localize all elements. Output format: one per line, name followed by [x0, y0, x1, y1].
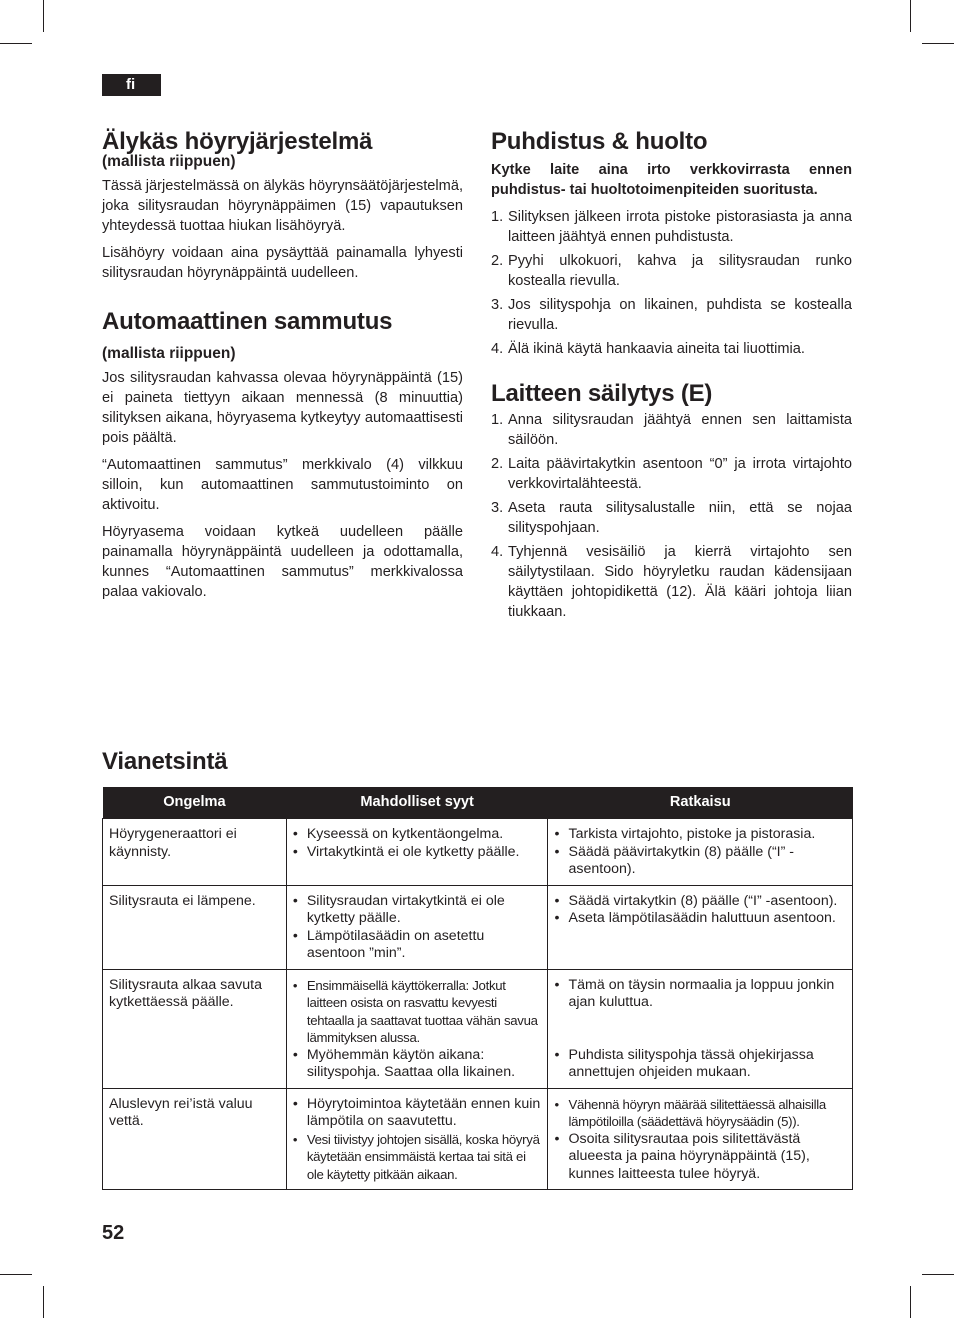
list-item: • Vähennä höyryn määrää silitettäessä alhaisilla lämpötiloilla (säädettävä höyrysäädin (5)). — [554, 1096, 826, 1129]
section-title-cleaning: Puhdistus & huolto — [491, 128, 708, 155]
list-item: • Tämä on täysin normaalia ja loppuu jonkin ajan kuluttua. — [554, 976, 835, 1010]
solutions-cell — [548, 969, 853, 1088]
language-tab: fi — [102, 74, 161, 96]
page-number: 52 — [102, 1222, 125, 1244]
table-row — [103, 819, 853, 886]
table-header-row — [103, 787, 853, 819]
list-item: 3. Aseta rauta silitysalustalle niin, että se nojaa silityspohjaan. — [491, 500, 852, 536]
list-item: 1. Anna silitysraudan jäähtyä ennen sen laittamista säilöön. — [491, 412, 852, 448]
column-header: Ongelma — [103, 787, 287, 819]
list-item: 2. Laita päävirtakytkin asentoon “0” ja irrota virtajohto verkkovirtalähteestä. — [491, 456, 852, 492]
column-header: Ratkaisu — [548, 787, 853, 819]
causes-cell — [286, 885, 548, 969]
list-item: • Silitysraudan virtakytkintä ei ole kytketty päälle. — [292, 892, 505, 926]
right-column — [491, 128, 852, 626]
problem-cell: Aluslevyn rei’istä valuu vettä. — [103, 1088, 287, 1190]
crop-mark — [922, 1274, 954, 1275]
list-item: • Tarkista virtajohto, pistoke ja pistorasia. — [554, 826, 816, 842]
column-header: Mahdolliset syyt — [286, 787, 548, 819]
crop-mark — [910, 1286, 911, 1318]
list-item: • Höyrytoimintoa käytetään ennen kuin lämpötila on saavutettu. — [292, 1095, 541, 1129]
list-item: 4. Älä ikinä käytä hankaavia aineita tai liuottimia. — [491, 341, 805, 357]
list-item: 4. Tyhjennä vesisäiliö ja kierrä virtajohto sen säilytystilaan. Sido höyryletku raudan kädensijaan käyttäen johtopidikettä (12). Älä kääri johtoja liian tiukkaan. — [491, 544, 852, 620]
solutions-cell — [548, 885, 853, 969]
crop-mark — [43, 1286, 44, 1318]
paragraph: “Automaattinen sammutus” merkkivalo (4) vilkkuu silloin, kun automaattinen sammutustoiminto on aktivoitu. — [102, 457, 463, 513]
list-item: • Myöhemmän käytön aikana: silityspohja. Saattaa olla likainen. — [292, 1046, 516, 1080]
warning-text: Kytke laite aina irto verkkovirrasta ennen puhdistus- tai huoltotoimenpiteiden suoritusta. — [491, 162, 852, 198]
section-title-smart-steam: Älykäs höyryjärjestelmä — [102, 128, 373, 155]
crop-mark — [0, 43, 32, 44]
paragraph: Lisähöyry voidaan aina pysäyttää painamalla lyhyesti silitysraudan höyrynäppäintä uudelleen. — [102, 245, 463, 281]
paragraph: Jos silitysraudan kahvassa olevaa höyrynäppäintä (15) ei paineta tiettyyn aikaan mennessä (8 minuuttia) silityksen aikana, höyryasema kytkeytyy automaattisesti pois päältä. — [102, 370, 463, 446]
storage-steps — [491, 410, 852, 622]
paragraph: Höyryasema voidaan kytkeä uudelleen päälle painamalla höyrynäppäintä uudelleen ja odottamalla, kunnes “Automaattinen sammutus” merkkivalossa palaa vakiovalo. — [102, 524, 463, 600]
causes-cell — [286, 819, 548, 886]
solutions-cell — [548, 819, 853, 886]
list-item: • Osoita silitysrautaa pois silitettävästä alueesta ja paina höyrynäppäintä (15), kunnes laitteesta tulee höyryä. — [554, 1130, 810, 1182]
list-item: • Säädä virtakytkin (8) päälle (“I” -asentoon). — [554, 892, 838, 909]
problem-cell: Höyrygeneraattori ei käynnisty. — [103, 819, 287, 886]
problem-cell: Silitysrauta alkaa savuta kytkettäessä päälle. — [103, 969, 287, 1088]
crop-mark — [43, 0, 44, 32]
list-item: 3. Jos silityspohja on likainen, puhdista se kostealla rievulla. — [491, 297, 852, 333]
list-item: • Virtakytkintä ei ole kytketty päälle. — [292, 843, 520, 860]
solutions-cell — [548, 1088, 853, 1190]
list-item: 1. Silityksen jälkeen irrota pistoke pistorasiasta ja anna laitteen jäähtyä ennen puhdistusta. — [491, 209, 852, 245]
list-item: • Ensimmäisellä käyttökerralla: Jotkut laitteen osista on rasvattu kevyesti tehtaalla ja saattavat tuottaa vähän savua lämmityksen alussa. — [292, 977, 538, 1045]
problem-cell: Silitysrauta ei lämpene. — [103, 885, 287, 969]
causes-cell — [286, 969, 548, 1088]
troubleshooting-table — [102, 787, 853, 1190]
list-item: 2. Pyyhi ulkokuori, kahva ja silitysraudan runko kostealla rievulla. — [491, 253, 852, 289]
list-item: • Aseta lämpötilasäädin haluttuun asentoon. — [554, 910, 836, 926]
list-item: • Säädä päävirtakytkin (8) päälle (“I” -asentoon). — [554, 843, 795, 877]
crop-mark — [0, 1274, 32, 1275]
paragraph: Tässä järjestelmässä on älykäs höyrynsäätöjärjestelmä, joka silitysraudan höyrynäppäimen (15) vapautuksen yhteydessä tuottaa hiukan lisähöyryä. — [102, 178, 463, 234]
causes-cell — [286, 1088, 548, 1190]
troubleshooting-title: Vianetsintä — [102, 748, 228, 775]
list-item: • Kyseessä on kytkentäongelma. — [292, 826, 504, 842]
list-item: • Vesi tiivistyy johtojen sisällä, koska höyryä käytetään ensimmäistä kertaa tai sitä ei ole käytetty pitkään aikaan. — [292, 1131, 540, 1182]
table-row — [103, 1088, 853, 1190]
table-row — [103, 969, 853, 1088]
list-item: • Puhdista silityspohja tässä ohjekirjassa annettujen ohjeiden mukaan. — [554, 1046, 814, 1080]
section-subtitle: (mallista riippuen) — [102, 345, 236, 362]
section-title-auto-shutoff: Automaattinen sammutus — [102, 308, 393, 335]
section-title-storage: Laitteen säilytys (E) — [491, 380, 713, 407]
table-row — [103, 885, 853, 969]
crop-mark — [910, 0, 911, 32]
left-column — [102, 128, 463, 609]
cleaning-steps — [491, 207, 852, 359]
list-item: • Lämpötilasäädin on asetettu asentoon ”min”. — [292, 927, 485, 961]
section-subtitle: (mallista riippuen) — [102, 153, 236, 170]
crop-mark — [922, 43, 954, 44]
